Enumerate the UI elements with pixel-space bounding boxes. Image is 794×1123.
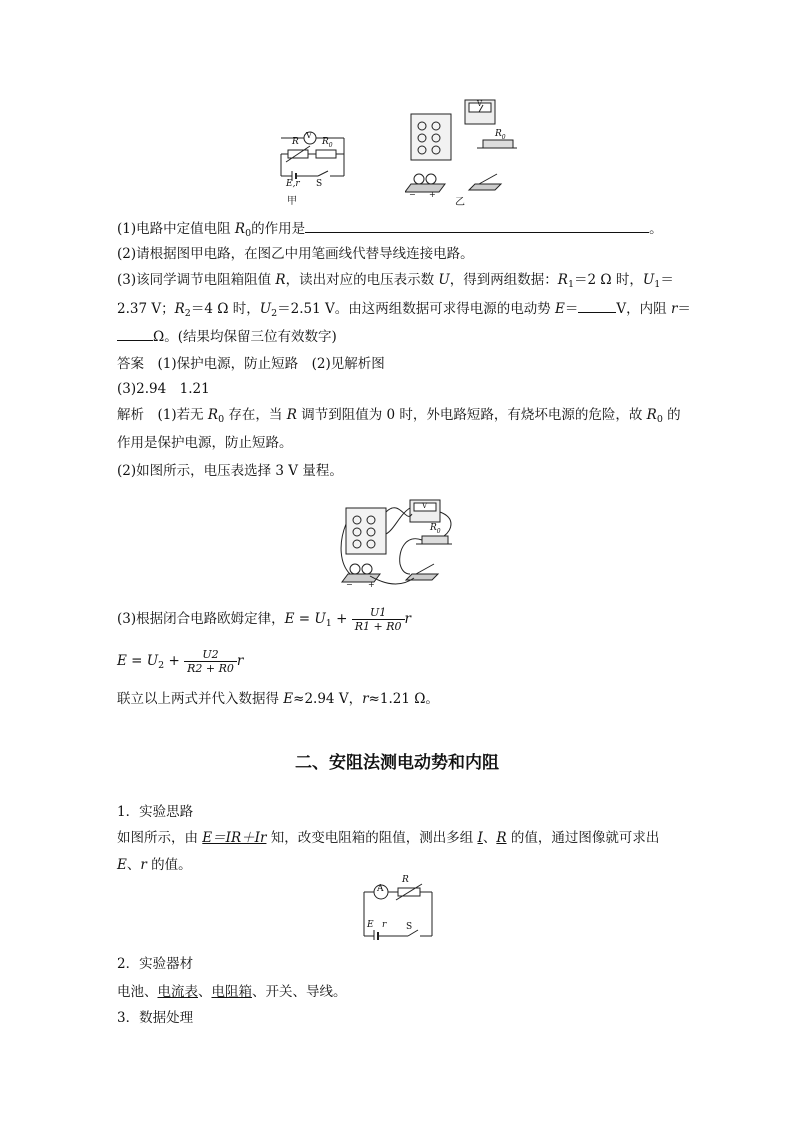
subsection-2-text: 电池、电流表、电阻箱、开关、导线。: [117, 984, 347, 1000]
question-3-line-1: (3)该同学调节电阻箱阻值 R，读出对应的电压表示数 U，得到两组数据：$R_1=2$ Ω 时，$U_1=$: [117, 272, 674, 290]
minus-terminal: −: [346, 580, 353, 589]
answer-label: 答案: [117, 356, 144, 372]
voltmeter-label: V: [422, 502, 428, 510]
plus-terminal: +: [429, 190, 436, 199]
switch-label: S: [316, 179, 323, 189]
answer-blank-internal-resistance[interactable]: [117, 326, 153, 341]
analysis-line-3: (2)如图所示，电压表选择 3 V 量程。: [117, 463, 343, 479]
subsection-3-title: 3．数据处理: [117, 1010, 194, 1026]
r-label: R: [292, 137, 299, 147]
result-line: 联立以上两式并代入数据得 E≈2.94 V，r≈1.21 Ω。: [117, 691, 439, 707]
question-2: (2)请根据图甲电路，在图乙中用笔画线代替导线连接电路。: [117, 246, 474, 262]
figure-ammeter-circuit: [362, 875, 436, 940]
subsection-1-title: 1．实验思路: [117, 804, 194, 820]
r0-label: $R_0$: [322, 137, 333, 149]
apparatus-yi-svg: [405, 96, 525, 208]
answer-blank-1[interactable]: [305, 218, 649, 233]
fraction-1: $\frac{U1}{R1 + R0}$: [352, 606, 405, 633]
r0-label: $R_0$: [430, 523, 441, 535]
analysis-line-2: 作用是保护电源，防止短路。: [117, 435, 293, 451]
equation-2: $E = U_2$ + $\frac{U2}{R2 + R0}$ r: [117, 648, 244, 675]
minus-terminal: −: [409, 190, 416, 199]
figure-jia: [278, 126, 350, 206]
voltmeter-label: V: [477, 100, 483, 108]
ammeter-label: A: [377, 884, 384, 894]
internal-r-label: r: [382, 920, 387, 930]
subsection-1-text-2: E、r 的值。: [117, 857, 192, 873]
r0-label: $R_0$: [495, 129, 506, 141]
r-label: R: [402, 875, 409, 885]
voltmeter-label: V: [306, 131, 312, 140]
plus-terminal: +: [368, 580, 375, 589]
subsection-1-text: 如图所示，由 E＝IR＋Ir 知，改变电阻箱的阻值，测出多组 I、R 的值，通过图像就可求出: [117, 830, 660, 846]
e-label: E: [367, 920, 374, 930]
subsection-2-title: 2．实验器材: [117, 956, 194, 972]
analysis-label: 解析: [117, 407, 144, 423]
question-3-line-3: Ω。(结果均保留三位有效数字): [117, 326, 337, 347]
equation-1: (3)根据闭合电路欧姆定律，$E = U_1$ + $\frac{U1}{R1 + R0}$ r: [117, 606, 411, 633]
analysis-line-1: 解析 (1)若无 $R_0$ 存在，当 R 调节到阻值为 0 时，外电路短路，有烧坏电源的危险，故 $R_0$ 的: [117, 407, 681, 425]
wired-apparatus-svg: [340, 494, 458, 594]
figure-wired-apparatus: [340, 494, 458, 594]
answer-line: 答案 (1)保护电源，防止短路 (2)见解析图: [117, 356, 385, 372]
answer-line-2: (3)2.94 1.21: [117, 381, 210, 397]
fraction-2: $\frac{U2}{R2 + R0}$: [184, 648, 237, 675]
section-title: 二、安阻法测电动势和内阻: [295, 753, 499, 773]
ammeter-circuit-svg: [362, 878, 436, 940]
figure-label-yi: 乙: [455, 197, 465, 208]
answer-blank-emf[interactable]: [578, 298, 616, 313]
question-1: (1)电路中定值电阻 $R_0$的作用是 。: [117, 218, 663, 244]
figure-label-jia: 甲: [287, 196, 297, 207]
switch-label: S: [406, 922, 413, 932]
question-3-line-2: 2.37 V；$R_2=4$ Ω 时，$U_2=2.51$ V。由这两组数据可求得电源的电动势 E＝ V，内阻 r＝: [117, 298, 691, 324]
figure-yi: [405, 96, 525, 208]
er-label: E,r: [286, 179, 300, 189]
